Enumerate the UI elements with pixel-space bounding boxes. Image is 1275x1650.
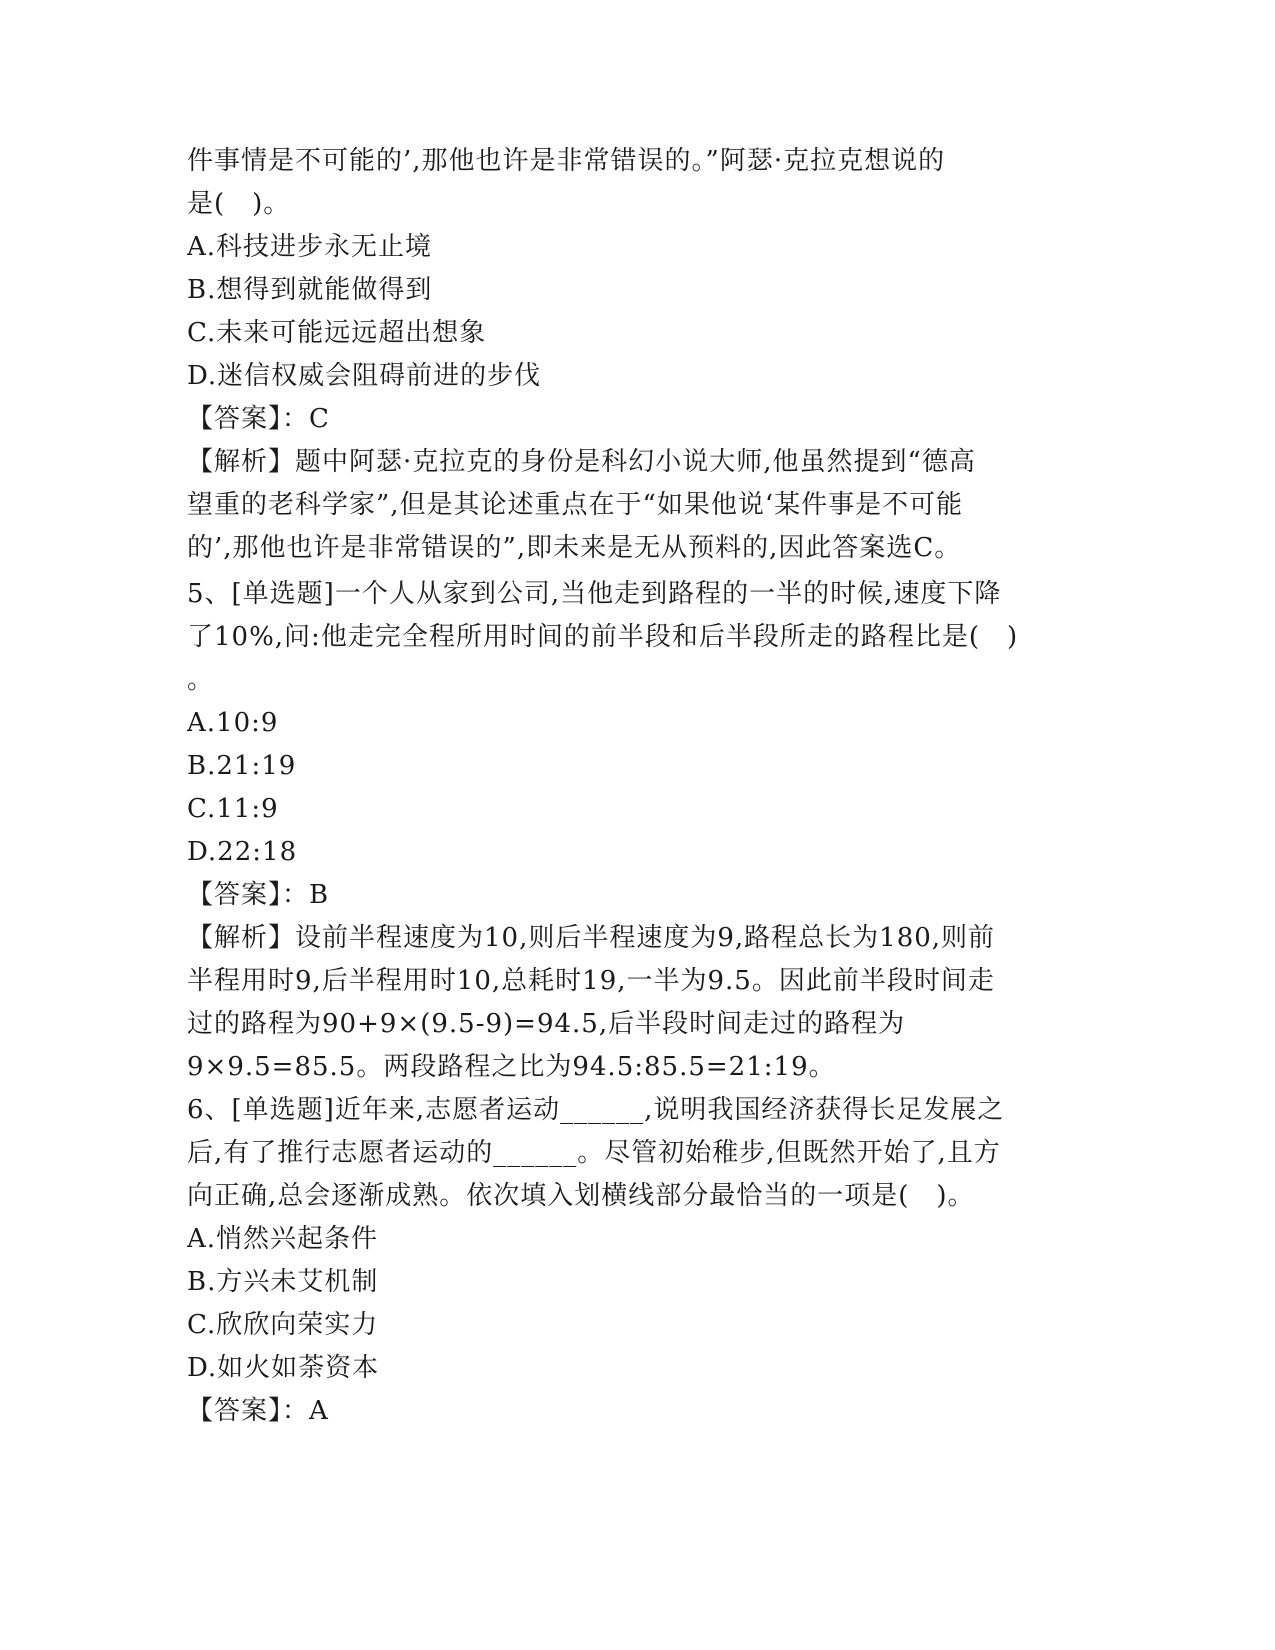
question-stem-line: 了10%,问:他走完全程所用时间的前半段和后半段所走的路程比是( ) <box>187 622 1019 652</box>
option-c: C.欣欣向荣实力 <box>187 1310 379 1340</box>
analysis-line: 望重的老科学家”,但是其论述重点在于“如果他说‘某件事是不可能 <box>187 490 964 520</box>
option-a: A.悄然兴起条件 <box>187 1224 379 1254</box>
question-stem-line: 件事情是不可能的’,那他也许是非常错误的。”阿瑟·克拉克想说的 <box>187 146 946 176</box>
option-a: A.10:9 <box>187 708 279 738</box>
question-4-continuation <box>187 140 1087 570</box>
question-5 <box>187 573 1087 1089</box>
question-stem-line: 。 <box>187 665 215 695</box>
analysis-line: 半程用时9,后半程用时10,总耗时19,一半为9.5。因此前半段时间走 <box>187 966 995 996</box>
option-d: D.22:18 <box>187 837 298 867</box>
analysis-line: 过的路程为90+9×(9.5-9)=94.5,后半段时间走过的路程为 <box>187 1009 906 1039</box>
question-stem-line: 是( )。 <box>187 189 291 219</box>
analysis-line: 9×9.5=85.5。两段路程之比为94.5:85.5=21:19。 <box>187 1052 836 1082</box>
question-stem-line: 后,有了推行志愿者运动的______。尽管初始稚步,但既然开始了,且方 <box>187 1138 1001 1168</box>
question-6 <box>187 1089 1087 1433</box>
analysis-line: 【解析】题中阿瑟·克拉克的身份是科幻小说大师,他虽然提到“德高 <box>187 447 976 477</box>
option-a: A.科技进步永无止境 <box>187 232 433 262</box>
option-d: D.迷信权威会阻碍前进的步伐 <box>187 361 542 391</box>
question-stem-line: 5、[单选题]一个人从家到公司,当他走到路程的一半的时候,速度下降 <box>187 579 1002 609</box>
answer-line: 【答案】：C <box>187 404 330 434</box>
analysis-line: 的’,那他也许是非常错误的”,即未来是无从预料的,因此答案选C。 <box>187 533 962 563</box>
option-b: B.方兴未艾机制 <box>187 1267 379 1297</box>
option-d: D.如火如荼资本 <box>187 1353 380 1383</box>
option-b: B.21:19 <box>187 751 297 781</box>
answer-line: 【答案】：A <box>187 1396 329 1426</box>
question-stem-line: 向正确,总会逐渐成熟。依次填入划横线部分最恰当的一项是( )。 <box>187 1181 975 1211</box>
answer-line: 【答案】：B <box>187 880 330 910</box>
option-c: C.11:9 <box>187 794 279 824</box>
option-c: C.未来可能远远超出想象 <box>187 318 487 348</box>
analysis-line: 【解析】设前半程速度为10,则后半程速度为9,路程总长为180,则前 <box>187 923 996 953</box>
option-b: B.想得到就能做得到 <box>187 275 433 305</box>
question-stem-line: 6、[单选题]近年来,志愿者运动______,说明我国经济获得长足发展之 <box>187 1095 1005 1125</box>
